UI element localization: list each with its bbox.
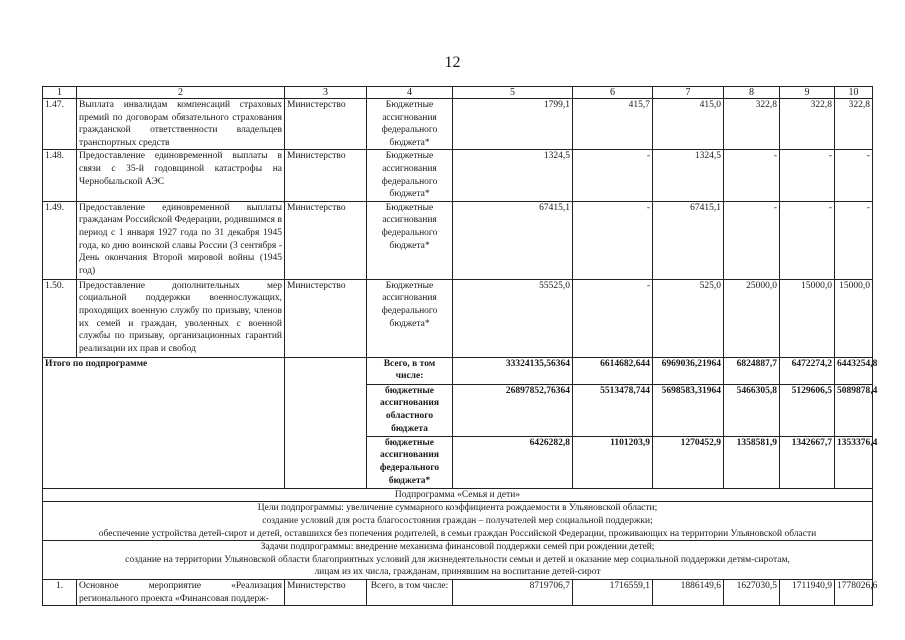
value-year: 1778026,6 [835,579,873,605]
budget-table [42,86,878,606]
value-year: 415,0 [653,99,724,150]
measure-description: Выплата инвалидам компенсаций страховых премий по договорам обязательного страхования гражданской ответственности владельцев транспортных средств [77,99,285,150]
subprogram-tasks [43,541,873,580]
goals-row [43,502,873,541]
value-year: 67415,1 [653,201,724,279]
value-year: 25000,0 [724,279,780,357]
goals-line: обеспечение устройства детей-сирот и детей, оставшихся без попечения родителей, в семьи граждан Российской Федерации, проживающих на территории Ульяновской области [98,528,817,539]
value-year: 15000,0 [835,279,873,357]
value-year: 6969036,21964 [653,357,724,384]
value-total: 26897852,76364 [453,384,573,436]
row-number: 1. [43,579,77,605]
value-year: 1886149,6 [653,579,724,605]
value-year: 5466305,8 [724,384,780,436]
value-year: 5089878,4 [835,384,873,436]
executor: Министерство [285,99,367,150]
funding-source: Бюджетные ассигнования федерального бюджета* [367,279,453,357]
value-year: 322,8 [835,99,873,150]
header-cell: 6 [573,87,653,99]
value-year: - [780,201,835,279]
value-year: - [573,150,653,201]
column-number-header [43,87,873,99]
value-total: 8719706,7 [453,579,573,605]
header-cell: 5 [453,87,573,99]
value-year: 6614682,644 [573,357,653,384]
tasks-line: создание на территории Ульяновской области благоприятных условий для жизнедеятельности семьи и детей и оказание мер социальной поддержки детям-сиротам, [125,554,790,565]
value-year: 1711940,9 [780,579,835,605]
value-year: 1627030,5 [724,579,780,605]
row-number: 1.47. [43,99,77,150]
funding-source: Всего, в том числе: [367,579,453,605]
funding-source: Бюджетные ассигнования федерального бюджета* [367,99,453,150]
value-year: 1342667,7 [780,436,835,488]
table-row [43,99,873,150]
value-year: 1101203,9 [573,436,653,488]
tasks-line: Задачи подпрограммы: внедрение механизма финансовой поддержки семей при рождении детей; [260,542,655,553]
value-total: 6426282,8 [453,436,573,488]
row-number: 1.49. [43,201,77,279]
header-cell: 10 [835,87,873,99]
value-year: 5129606,5 [780,384,835,436]
subprogram-goals [43,502,873,541]
value-total: 67415,1 [453,201,573,279]
value-year: 6824887,7 [724,357,780,384]
value-year: 5513478,744 [573,384,653,436]
funding-source: бюджетные ассигнования федерального бюджета* [367,436,453,488]
header-cell: 9 [780,87,835,99]
header-cell: 8 [724,87,780,99]
table-row [43,150,873,201]
header-cell: 4 [367,87,453,99]
row-number: 1.48. [43,150,77,201]
value-year: 525,0 [653,279,724,357]
value-year: 322,8 [780,99,835,150]
executor: Министерство [285,579,367,605]
value-year: - [835,201,873,279]
value-year: 1716559,1 [573,579,653,605]
value-year: - [573,201,653,279]
funding-source: Всего, в том числе: [367,357,453,384]
value-total: 33324135,56364 [453,357,573,384]
row-number: 1.50. [43,279,77,357]
funding-source: Бюджетные ассигнования федерального бюджета* [367,150,453,201]
header-cell: 1 [43,87,77,99]
header-cell: 7 [653,87,724,99]
value-total: 1799,1 [453,99,573,150]
executor: Министерство [285,279,367,357]
measure-description: Предоставление единовременной выплаты гражданам Российской Федерации, родившимся в период с 1 января 1927 года по 31 декабря 1945 года, ко дню воинской славы России (3 сентября - День окончания Второй мировой войны (1945 год) [77,201,285,279]
value-year: - [724,201,780,279]
value-year: 1353376,4 [835,436,873,488]
value-year: - [835,150,873,201]
subprogram-title: Подпрограмма «Семья и дети» [43,488,873,502]
measure-description: Предоставление дополнительных мер социальной поддержки военнослужащих, проходящих военную службу по призыву, членов их семей и граждан, уволенных с военной службы по призыву, организационных гарантий реализации их прав и свобод [77,279,285,357]
table-row [43,201,873,279]
value-year: 1358581,9 [724,436,780,488]
value-year: 1324,5 [653,150,724,201]
value-year: 6443254,8 [835,357,873,384]
header-cell: 3 [285,87,367,99]
goals-line: Цели подпрограммы: увеличение суммарного коэффициента рождаемости в Ульяновской области; [257,503,658,514]
total-label: Итого по подпрограмме [43,357,285,488]
table-row [43,279,873,357]
funding-source: Бюджетные ассигнования федерального бюджета* [367,201,453,279]
value-year: 1270452,9 [653,436,724,488]
page-number: 12 [444,54,461,71]
subprogram-row [43,488,873,502]
measure-description: Основное мероприятие «Реализация регионального проекта «Финансовая поддерж- [77,579,285,605]
value-year: 415,7 [573,99,653,150]
value-year: - [780,150,835,201]
tasks-row [43,541,873,580]
value-year: - [573,279,653,357]
funding-source: бюджетные ассигнования областного бюджета [367,384,453,436]
value-year: 15000,0 [780,279,835,357]
value-year: 5698583,31964 [653,384,724,436]
value-total: 1324,5 [453,150,573,201]
executor: Министерство [285,150,367,201]
table-row [43,579,873,605]
value-year: - [724,150,780,201]
value-year: 322,8 [724,99,780,150]
total-row [43,357,873,384]
measure-description: Предоставление единовременной выплаты в связи с 35-й годовщиной катастрофы на Чернобыльской АЭС [77,150,285,201]
header-cell: 2 [77,87,285,99]
value-total: 55525,0 [453,279,573,357]
tasks-line: лицам из их числа, гражданам, принявшим на воспитание детей-сирот [314,567,601,578]
goals-line: создание условий для роста благосостояния граждан – получателей мер социальной поддержки; [262,515,653,526]
value-year: 6472274,2 [780,357,835,384]
total-executor-empty [285,357,367,488]
executor: Министерство [285,201,367,279]
